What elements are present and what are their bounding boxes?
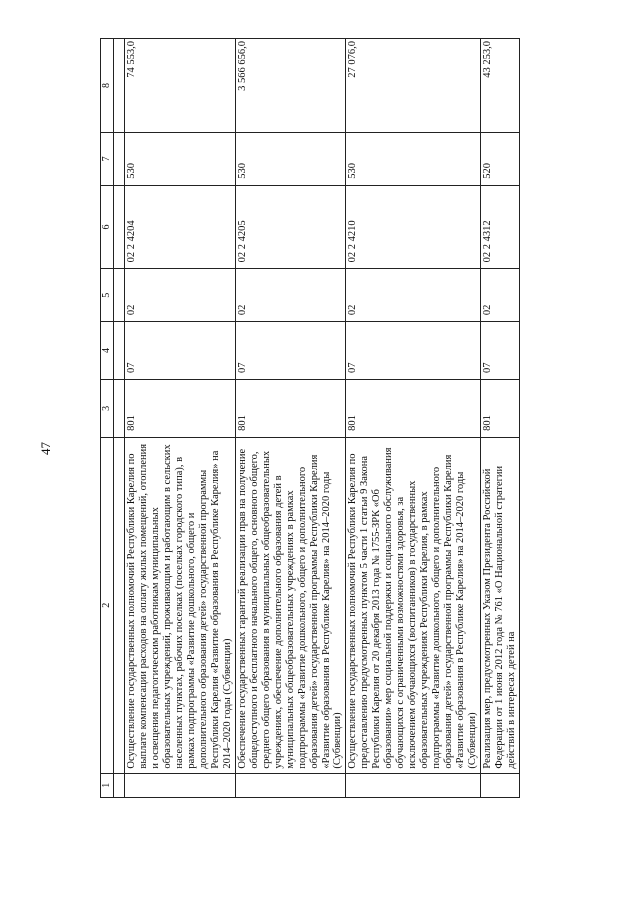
cell-expense-type: 530 — [125, 132, 236, 185]
cell-amount: 43 253,0 — [481, 39, 520, 133]
empty-cell — [114, 185, 125, 269]
cell-expense-type: 530 — [346, 132, 481, 185]
empty-cell — [114, 379, 125, 437]
cell-amount: 74 553,0 — [125, 39, 236, 133]
empty-cell — [346, 773, 481, 797]
col-header-3: 3 — [101, 379, 114, 437]
empty-cell — [481, 773, 520, 797]
cell-amount: 3 566 656,0 — [235, 39, 346, 133]
empty-cell — [125, 773, 236, 797]
budget-table — [100, 38, 520, 798]
empty-cell — [114, 39, 125, 133]
row-description: Обеспечение государственных гарантий реализации прав на получение общедоступного и бесплатного начального общего, основного общего, среднего общего образования в муниципальных общеобразовательных учреждениях, обеспечение дополнительного образования детей в муниципальных общеобразовательных учреждениях в рамках подпрограммы «Развитие дошкольного, общего и дополнительного образования детей» государственной программы Республики Карелия «Развитие образования в Республике Карелия» на 2014–2020 годы (Субвенции) — [235, 437, 346, 773]
spacer-row — [114, 39, 125, 798]
cell-ministry-code: 801 — [481, 379, 520, 437]
cell-section: 07 — [125, 322, 236, 380]
page-number: 47 — [38, 442, 53, 455]
cell-target-article: 02 2 4204 — [125, 185, 236, 269]
row-description: Осуществление государственных полномочий Республики Карелия по предоставлению предусмотренных пунктом 5 части 1 статьи 9 Закона Республики Карелия от 20 декабря 2013 года № 1755-ЗРК «Об образовании» мер социальной поддержки и социального обслуживания обучающихся с ограниченными возможностями здоровья, за исключением обучающихся (воспитанников) в государственных образовательных учреждениях Республики Карелия, в рамках подпрограммы «Развитие дошкольного, общего и дополнительного образования детей» государственной программы Республики Карелия «Развитие образования в Республике Карелия» на 2014–2020 годы (Субвенции) — [346, 437, 481, 773]
cell-target-article: 02 2 4205 — [235, 185, 346, 269]
table-row — [125, 39, 236, 798]
header-row — [101, 39, 114, 798]
empty-cell — [235, 773, 346, 797]
cell-expense-type: 520 — [481, 132, 520, 185]
cell-ministry-code: 801 — [346, 379, 481, 437]
table-row — [235, 39, 346, 798]
cell-amount: 27 076,0 — [346, 39, 481, 133]
col-header-8: 8 — [101, 39, 114, 133]
cell-section: 07 — [235, 322, 346, 380]
row-description: Реализация мер, предусмотренных Указом Президента Российской Федерации от 1 июня 2012 года № 761 «О Национальной стратегии действий в интересах детей на — [481, 437, 520, 773]
cell-subsection: 02 — [235, 269, 346, 322]
col-header-1: 1 — [101, 773, 114, 797]
cell-subsection: 02 — [346, 269, 481, 322]
row-description: Осуществление государственных полномочий Республики Карелия по выплате компенсации расходов на оплату жилых помещений, отопления и освещения педагогическим работникам муниципальных образовательных учреждений, проживающим и работающим в сельских населенных пунктах, рабочих поселках (поселках городского типа), в рамках подпрограммы «Развитие дошкольного, общего и дополнительного образования детей» государственной программы Республики Карелия «Развитие образования в Республике Карелия» на 2014–2020 годы (Субвенции) — [125, 437, 236, 773]
empty-cell — [114, 322, 125, 380]
table-row — [346, 39, 481, 798]
empty-cell — [114, 773, 125, 797]
col-header-2: 2 — [101, 437, 114, 773]
cell-subsection: 02 — [481, 269, 520, 322]
col-header-4: 4 — [101, 322, 114, 380]
col-header-5: 5 — [101, 269, 114, 322]
empty-cell — [114, 132, 125, 185]
rotated-page — [100, 38, 640, 798]
cell-ministry-code: 801 — [125, 379, 236, 437]
cell-section: 07 — [346, 322, 481, 380]
col-header-6: 6 — [101, 185, 114, 269]
col-header-7: 7 — [101, 132, 114, 185]
cell-subsection: 02 — [125, 269, 236, 322]
cell-expense-type: 530 — [235, 132, 346, 185]
empty-cell — [114, 269, 125, 322]
cell-section: 07 — [481, 322, 520, 380]
cell-target-article: 02 2 4312 — [481, 185, 520, 269]
table-row — [481, 39, 520, 798]
empty-cell — [114, 437, 125, 773]
cell-target-article: 02 2 4210 — [346, 185, 481, 269]
cell-ministry-code: 801 — [235, 379, 346, 437]
